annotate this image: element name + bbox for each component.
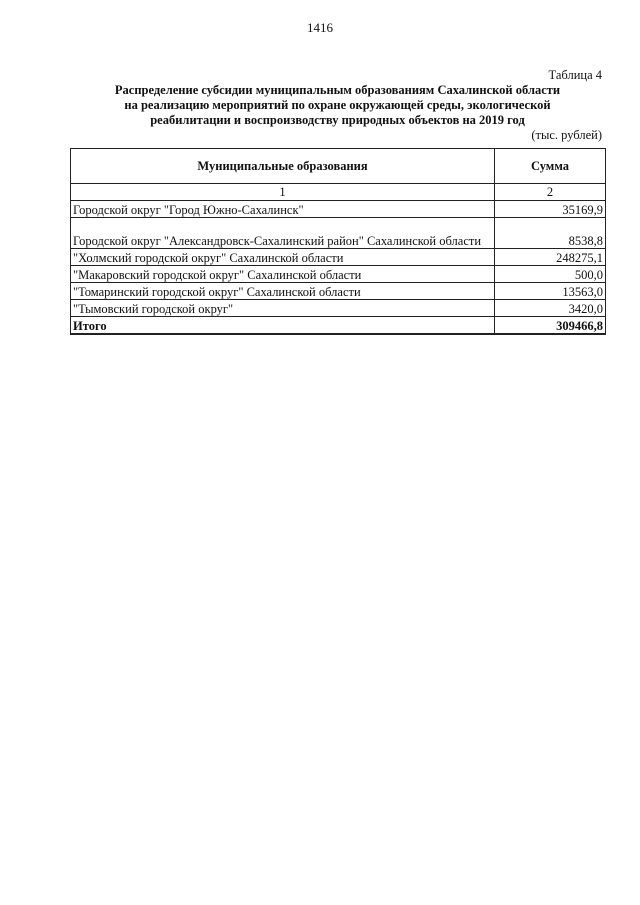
document-title xyxy=(70,83,605,128)
municipality-name: Городской округ "Город Южно-Сахалинск" xyxy=(71,201,495,218)
table-row xyxy=(71,266,606,283)
municipality-sum: 3420,0 xyxy=(495,300,606,317)
municipality-sum: 500,0 xyxy=(495,266,606,283)
municipality-sum: 248275,1 xyxy=(495,249,606,266)
header-municipalities: Муниципальные образования xyxy=(71,149,495,184)
title-line: Распределение субсидии муниципальным образованиям Сахалинской области xyxy=(114,83,561,97)
municipality-name: "Холмский городской округ" Сахалинской области xyxy=(71,249,495,266)
header-row xyxy=(71,149,606,184)
header-sum: Сумма xyxy=(495,149,606,184)
total-row xyxy=(71,317,606,335)
municipality-sum: 35169,9 xyxy=(495,201,606,218)
title-line: реабилитации и воспроизводству природных объектов на 2019 год xyxy=(150,113,525,127)
column-number-row xyxy=(71,184,606,201)
municipality-name: "Тымовский городской округ" xyxy=(71,300,495,317)
table-row xyxy=(71,201,606,218)
table-row xyxy=(71,249,606,266)
column-number: 1 xyxy=(71,184,495,201)
municipality-sum: 13563,0 xyxy=(495,283,606,300)
municipality-name: "Макаровский городской округ" Сахалинской области xyxy=(71,266,495,283)
table-row xyxy=(71,218,606,249)
municipality-sum: 8538,8 xyxy=(495,218,606,249)
table-row xyxy=(71,300,606,317)
page-number: 1416 xyxy=(307,20,333,35)
table-row xyxy=(71,283,606,300)
municipality-name: "Томаринский городской округ" Сахалинской области xyxy=(71,283,495,300)
total-sum: 309466,8 xyxy=(495,317,606,335)
column-number: 2 xyxy=(495,184,606,201)
units-label: (тыс. рублей) xyxy=(531,128,602,142)
title-line: на реализацию мероприятий по охране окружающей среды, экологической xyxy=(124,98,551,112)
total-label: Итого xyxy=(71,317,495,335)
table-label: Таблица 4 xyxy=(548,68,602,82)
subsidy-table xyxy=(70,148,606,335)
municipality-name: Городской округ "Александровск-Сахалинский район" Сахалинской области xyxy=(71,218,495,249)
